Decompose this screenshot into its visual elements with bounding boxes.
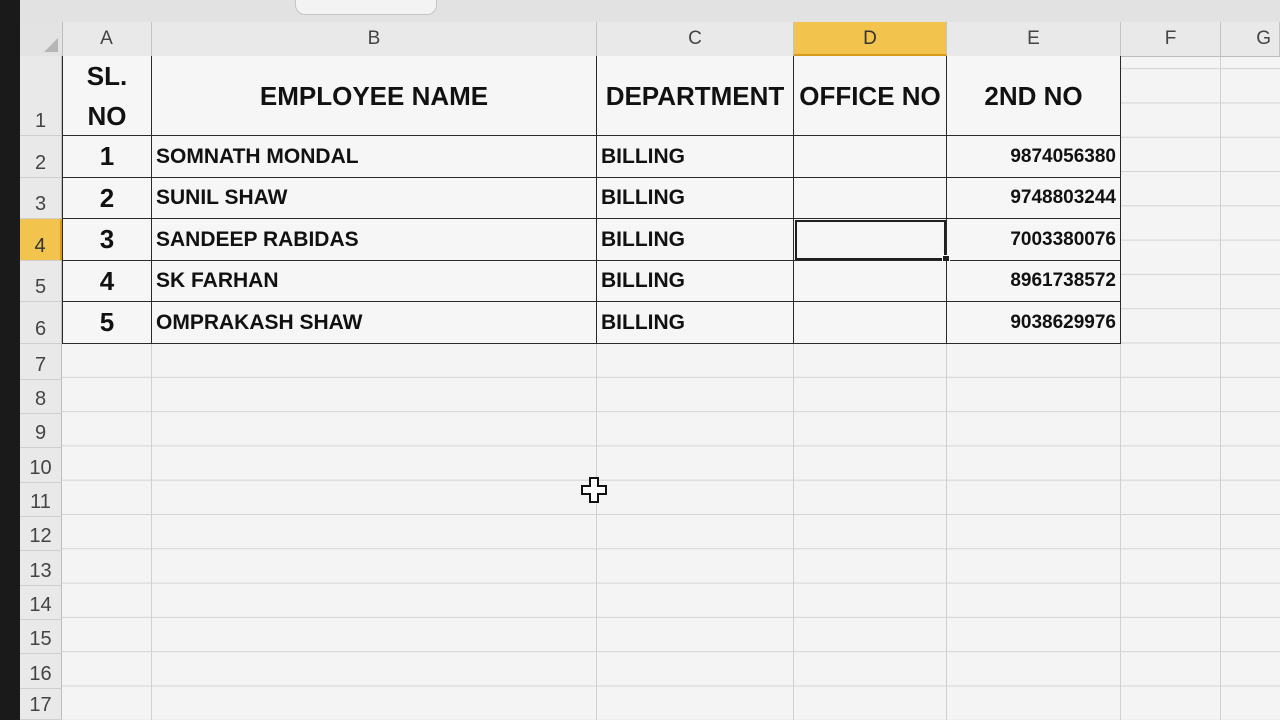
- header-office-no: OFFICE NO: [799, 80, 941, 111]
- cell-second-no[interactable]: 7003380076: [947, 219, 1121, 261]
- cell-employee-name[interactable]: OMPRAKASH SHAW: [152, 302, 597, 344]
- cell-department[interactable]: BILLING: [597, 136, 794, 178]
- row-header-12[interactable]: 12: [20, 517, 62, 551]
- row-header-6[interactable]: 6: [20, 302, 62, 344]
- header-sl-no-line1: SL.: [86, 60, 128, 91]
- column-header-e[interactable]: E: [947, 22, 1121, 56]
- row-header-10[interactable]: 10: [20, 448, 62, 483]
- cell-office-no[interactable]: [794, 261, 947, 302]
- column-header-g[interactable]: G: [1221, 22, 1280, 56]
- row-header-1[interactable]: 1: [20, 56, 62, 136]
- row-header-2[interactable]: 2: [20, 136, 62, 178]
- row-header-13[interactable]: 13: [20, 551, 62, 586]
- grid-line: [1220, 56, 1221, 720]
- ribbon-tab[interactable]: [295, 0, 437, 15]
- header-cell-second-no[interactable]: [947, 56, 1121, 136]
- ribbon-edge: [20, 0, 1280, 23]
- header-cell-employee-name[interactable]: [152, 56, 597, 136]
- cell-office-no[interactable]: [794, 178, 947, 219]
- cell-department[interactable]: BILLING: [597, 219, 794, 261]
- row-header-8[interactable]: 8: [20, 380, 62, 414]
- row-header-14[interactable]: 14: [20, 586, 62, 620]
- header-cell-sl-no[interactable]: [62, 56, 152, 136]
- row-header-7[interactable]: 7: [20, 344, 62, 380]
- spreadsheet: [20, 0, 1280, 720]
- cell-department[interactable]: BILLING: [597, 261, 794, 302]
- column-header-d[interactable]: D: [794, 22, 947, 56]
- row-header-4[interactable]: 4: [20, 219, 62, 261]
- cell-department[interactable]: BILLING: [597, 302, 794, 344]
- row-header-9[interactable]: 9: [20, 414, 62, 448]
- cell-second-no[interactable]: 9038629976: [947, 302, 1121, 344]
- cell-office-no[interactable]: [794, 302, 947, 344]
- cell-employee-name[interactable]: SK FARHAN: [152, 261, 597, 302]
- select-all-corner[interactable]: [20, 22, 63, 57]
- row-header-15[interactable]: 15: [20, 620, 62, 654]
- cell-employee-name[interactable]: SOMNATH MONDAL: [152, 136, 597, 178]
- header-employee-name: EMPLOYEE NAME: [259, 80, 489, 111]
- row-header-5[interactable]: 5: [20, 261, 62, 302]
- column-header-a[interactable]: A: [62, 22, 152, 56]
- cell-second-no[interactable]: 8961738572: [947, 261, 1121, 302]
- cell-office-no[interactable]: [794, 136, 947, 178]
- cell-employee-name[interactable]: SUNIL SHAW: [152, 178, 597, 219]
- column-header-f[interactable]: F: [1121, 22, 1221, 56]
- header-cell-department[interactable]: [597, 56, 794, 136]
- active-cell-d4[interactable]: [794, 219, 947, 261]
- column-header-c[interactable]: C: [597, 22, 794, 56]
- cell-second-no[interactable]: 9874056380: [947, 136, 1121, 178]
- row-header-3[interactable]: 3: [20, 178, 62, 219]
- cell-sl-no[interactable]: 2: [62, 178, 152, 219]
- plus-cross-cursor-icon: [580, 476, 608, 504]
- row-header-17[interactable]: 17: [20, 689, 62, 720]
- row-header-11[interactable]: 11: [20, 483, 62, 517]
- header-second-no: 2ND NO: [984, 80, 1083, 111]
- cell-department[interactable]: BILLING: [597, 178, 794, 219]
- header-department: DEPARTMENT: [605, 80, 785, 111]
- cell-sl-no[interactable]: 4: [62, 261, 152, 302]
- cell-second-no[interactable]: 9748803244: [947, 178, 1121, 219]
- cell-sl-no[interactable]: 5: [62, 302, 152, 344]
- header-cell-office-no[interactable]: [794, 56, 947, 136]
- cell-employee-name[interactable]: SANDEEP RABIDAS: [152, 219, 597, 261]
- row-header-16[interactable]: 16: [20, 654, 62, 689]
- column-header-b[interactable]: B: [152, 22, 597, 56]
- header-sl-no-line2: NO: [87, 100, 127, 131]
- cell-sl-no[interactable]: 3: [62, 219, 152, 261]
- select-all-icon: [44, 38, 58, 52]
- cell-sl-no[interactable]: 1: [62, 136, 152, 178]
